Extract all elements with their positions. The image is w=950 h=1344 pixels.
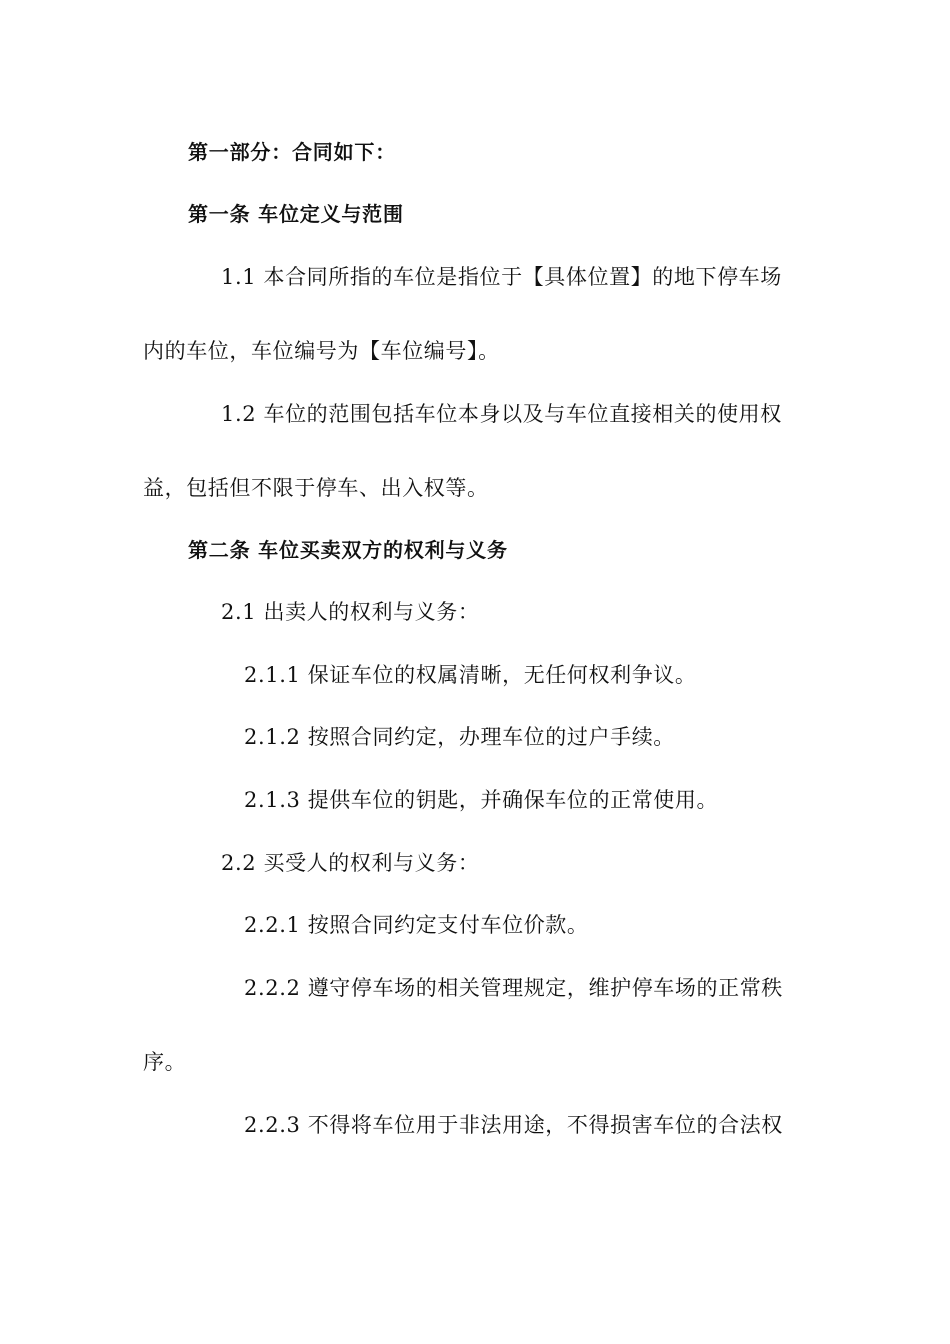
clause-2-2: 2.2 买受人的权利与义务： [221, 851, 480, 875]
clause-2-2-3-line-1: 2.2.3 不得将车位用于非法用途，不得损害车位的合法权 [244, 1113, 783, 1137]
clause-2-1-1: 2.1.1 保证车位的权属清晰，无任何权利争议。 [244, 663, 697, 687]
part-heading: 第一部分：合同如下： [188, 140, 396, 164]
clause-1-1-line-2: 内的车位，车位编号为【车位编号】。 [143, 339, 500, 363]
clause-1-2-line-2: 益，包括但不限于停车、出入权等。 [143, 476, 489, 500]
article-1-heading: 第一条 车位定义与范围 [188, 202, 404, 226]
clause-2-2-1: 2.2.1 按照合同约定支付车位价款。 [244, 913, 589, 937]
clause-2-1-2: 2.1.2 按照合同约定，办理车位的过户手续。 [244, 725, 675, 749]
clause-1-2-line-1: 1.2 车位的范围包括车位本身以及与车位直接相关的使用权 [221, 402, 782, 426]
clause-2-1: 2.1 出卖人的权利与义务： [221, 600, 480, 624]
clause-1-1-line-1: 1.1 本合同所指的车位是指位于【具体位置】的地下停车场 [221, 265, 782, 289]
clause-2-2-2-line-2: 序。 [143, 1050, 187, 1074]
article-2-heading: 第二条 车位买卖双方的权利与义务 [188, 538, 508, 562]
clause-2-2-2-line-1: 2.2.2 遵守停车场的相关管理规定，维护停车场的正常秩 [244, 976, 783, 1000]
clause-2-1-3: 2.1.3 提供车位的钥匙，并确保车位的正常使用。 [244, 788, 719, 812]
